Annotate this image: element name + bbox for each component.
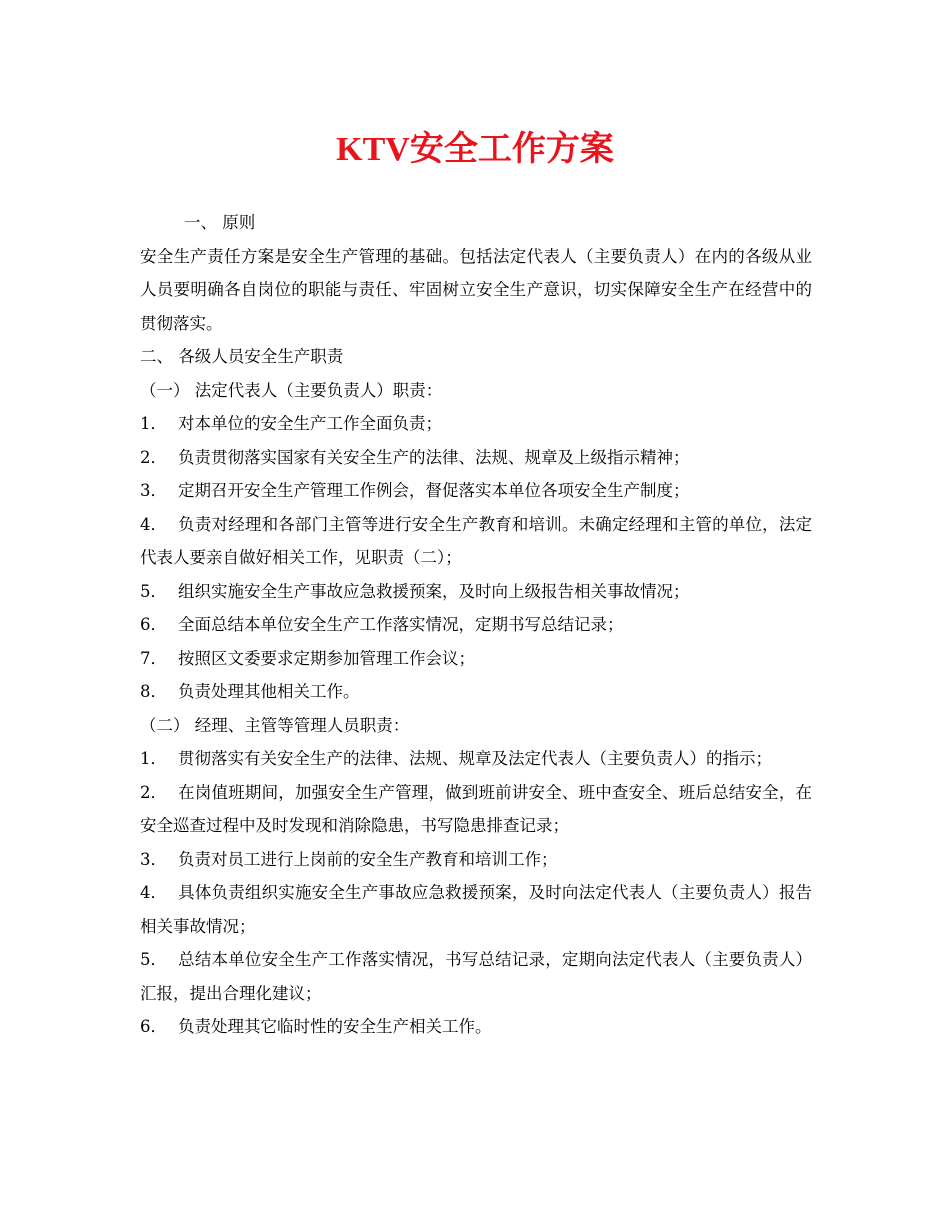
list-item <box>140 675 812 709</box>
section-heading-duties: 二、 各级人员安全生产职责 <box>140 347 344 366</box>
item-number: 2． <box>140 447 167 467</box>
item-text: 全面总结本单位安全生产工作落实情况，定期书写总结记录； <box>178 615 624 634</box>
item-number: 6． <box>140 1017 167 1036</box>
section-heading-principle: 一、 原则 <box>184 213 256 232</box>
list-item <box>140 1010 812 1044</box>
item-text: 在岗值班期间，加强安全生产管理，做到班前讲安全、班中查安全、班后总结安全，在安全巡查过程中及时发现和消除隐患，书写隐患排查记录； <box>140 782 812 835</box>
list-item <box>140 876 812 943</box>
item-number: 5． <box>140 950 167 969</box>
item-text: 具体负责组织实施安全生产事故应急救援预案，及时向法定代表人（主要负责人）报告相关事故情况； <box>140 883 812 936</box>
item-text: 总结本单位安全生产工作落实情况，书写总结记录，定期向法定代表人（主要负责人）汇报，提出合理化建议； <box>140 950 812 1003</box>
item-number: 1． <box>140 749 167 768</box>
item-number: 8． <box>140 682 167 701</box>
list-item <box>140 441 812 475</box>
list-item <box>140 943 812 1010</box>
subsection-heading-legal-rep: （一） 法定代表人（主要负责人）职责： <box>140 380 443 400</box>
principle-paragraph: 安全生产责任方案是安全生产管理的基础。包括法定代表人（主要负责人）在内的各级从业人员要明确各自岗位的职能与责任、牢固树立安全生产意识，切实保障安全生产在经营中的贯彻落实。 <box>140 246 812 333</box>
list-item <box>140 474 812 508</box>
item-text: 组织实施安全生产事故应急救援预案，及时向上级报告相关事故情况； <box>178 581 690 601</box>
list-item <box>140 608 812 642</box>
item-text: 负责对员工进行上岗前的安全生产教育和培训工作； <box>178 849 558 869</box>
item-text: 负责处理其它临时性的安全生产相关工作。 <box>178 1017 492 1036</box>
item-text: 贯彻落实有关安全生产的法律、法规、规章及法定代表人（主要负责人）的指示； <box>178 749 772 768</box>
document-title: KTV安全工作方案 <box>336 131 614 168</box>
item-text: 负责处理其他相关工作。 <box>178 682 360 701</box>
list-item <box>140 776 812 843</box>
item-text: 对本单位的安全生产工作全面负责； <box>178 414 442 433</box>
item-text: 负责贯彻落实国家有关安全生产的法律、法规、规章及上级指示精神； <box>178 447 690 467</box>
item-number: 3． <box>140 481 167 500</box>
item-number: 3． <box>140 849 167 869</box>
item-number: 7． <box>140 648 167 668</box>
subsection-heading-managers: （二） 经理、主管等管理人员职责： <box>140 715 410 735</box>
item-text: 定期召开安全生产管理工作例会，督促落实本单位各项安全生产制度； <box>178 481 690 500</box>
item-number: 6． <box>140 615 167 634</box>
item-text: 负责对经理和各部门主管等进行安全生产教育和培训。未确定经理和主管的单位，法定代表人要亲自做好相关工作，见职责（二）； <box>140 514 812 567</box>
item-number: 5． <box>140 581 167 601</box>
list-item <box>140 843 812 877</box>
list-item <box>140 508 812 575</box>
item-text: 按照区文委要求定期参加管理工作会议； <box>178 648 475 668</box>
list-item <box>140 742 812 776</box>
document-body <box>140 206 812 1044</box>
list-item <box>140 407 812 441</box>
item-number: 4． <box>140 514 167 534</box>
item-number: 4． <box>140 883 167 902</box>
item-number: 2． <box>140 782 167 802</box>
list-item <box>140 575 812 609</box>
list-item <box>140 642 812 676</box>
item-number: 1． <box>140 414 167 433</box>
